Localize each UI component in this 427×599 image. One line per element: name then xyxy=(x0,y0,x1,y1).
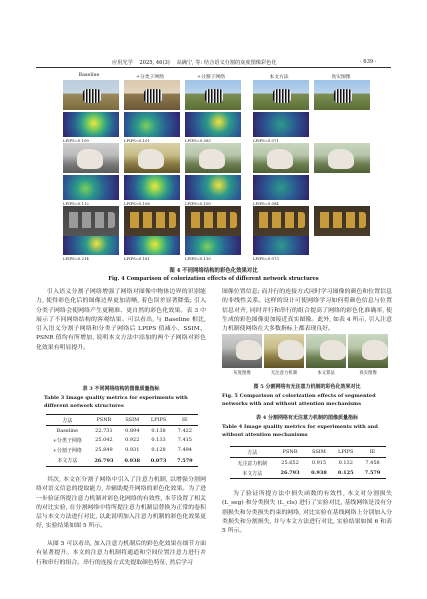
table4-cell: 无注意力机制 xyxy=(237,460,268,467)
fig4-heatmap xyxy=(185,236,241,255)
table4-cell: 0.132 xyxy=(338,460,353,467)
table3-cell: 22.731 xyxy=(95,427,113,434)
fig4-heatmap xyxy=(185,112,241,137)
table3-cell: 7.579 xyxy=(172,456,198,467)
fig4-lpips: LPIPS=0.181 xyxy=(124,256,150,261)
page-number: · 639 · xyxy=(360,59,377,65)
table3-caption-en: Table 3 Image quality metrics for experiments with different network structures xyxy=(44,395,188,409)
fig4-lpips: LPIPS=0.071 xyxy=(253,138,279,143)
table4-cell: 7.458 xyxy=(365,460,380,467)
running-title: 高确宁, 等: 结合语义分割的灰度图像彩色化 xyxy=(176,60,277,66)
table3-header: SSIM xyxy=(119,415,145,426)
table4-caption-en: Table 4 Image quality metrics for experiments with and without attention mechanisms xyxy=(222,424,378,438)
fig4-jars-cls xyxy=(124,206,180,236)
fig5-label: 灰度图像 xyxy=(233,371,251,376)
figure-5 xyxy=(222,334,390,378)
table3-cell: 25.042 xyxy=(95,437,113,444)
journal-header xyxy=(112,59,277,66)
fig4-lpips: LPIPS=0.084 xyxy=(253,201,279,206)
left-para-1 xyxy=(36,288,206,353)
left-para-2-text: 其次, 本文在分割子网络中引入了注意力机制, 以增强分割网络对语义信息的提取能力, 并辅助提升网络的彩色化效果。为了进一步验证所提注意力机制对彩色化网络的有效性, 本节设置了相关的对比实验, 在分割网络中将所提注意力机制层替换为正常的卷积层与本文方法进行对比, 以此说明加入注意力机制的彩色化效果更好, 实验结果如图 5 所示。 xyxy=(36,477,206,530)
table4-cell: 0.915 xyxy=(311,460,327,467)
table4-cell: 0.938 xyxy=(306,468,333,479)
fig4-lpips: LPIPS=0.214 xyxy=(63,256,89,261)
table-row xyxy=(46,445,198,455)
table3-cell: +分割子网络 xyxy=(52,447,82,454)
table3-cell: 0.133 xyxy=(151,437,166,444)
fig4-heatmap xyxy=(124,112,180,137)
table3-cell: 0.931 xyxy=(125,447,140,454)
table3-header: IE xyxy=(172,415,198,426)
fig5-caption-en: Fig. 5 Comparison of colorization effects of segmented networks with and without attention mechanisms xyxy=(222,393,376,407)
right-para-2-text: 为了验证所提方法中损失函数的有效性, 本文对分割损失 (L_seg) 和分类损失 (L_cls) 进行了实验对比, 基线网络是没有分割损失和分类损失约束的网络, 对比实验在基线网络上分别加入分类损失和分割损失, 并与本文方法进行对比, 实验结果如图 6 和表 5 所示。 xyxy=(222,491,392,535)
fig4-horse-gt xyxy=(314,143,370,173)
fig5-gray xyxy=(222,334,262,368)
table3-cell: 7.494 xyxy=(177,447,192,454)
table-row xyxy=(46,456,198,467)
fig4-zebra-seg xyxy=(185,80,241,110)
fig4-heatmap xyxy=(124,236,180,255)
table-row xyxy=(46,426,198,436)
table3-cell: 26.793 xyxy=(89,456,119,467)
fig4-jars-baseline xyxy=(63,206,119,236)
table3-cell: 0.894 xyxy=(125,427,140,434)
header-rule xyxy=(36,67,391,68)
table3-cell: 本文方法 xyxy=(46,456,89,467)
fig4-lpips: LPIPS=0.073 xyxy=(253,256,279,261)
fig4-lpips: LPIPS=0.101 xyxy=(124,138,150,143)
table4-cell: 本文方法 xyxy=(230,468,275,479)
table3-cell: 0.138 xyxy=(151,427,166,434)
left-para-3 xyxy=(36,540,206,568)
fig5-ours xyxy=(306,334,346,368)
fig5-gt xyxy=(348,334,388,368)
right-para-1-text: 图像位置信息; 而并行的连接方式同时学习图像的颜色和位置信息的非线性关系。这样的设计可使网络学习如何将颜色信息与位置信息对齐, 同时并行和串行的组合提高了网络的彩色化准确率, 使生成的彩色图像更加接近真实图像。此外, 如表 4 所示, 引入注意力机制使网络在大多数指标上都表现良好。 xyxy=(222,289,392,333)
fig4-zebra-gt xyxy=(314,80,370,110)
fig4-heatmap xyxy=(124,175,180,200)
fig4-heatmap xyxy=(63,175,119,200)
table3 xyxy=(46,414,198,467)
fig4-zebra-ours xyxy=(253,80,309,110)
fig4-jars-gt xyxy=(314,206,370,236)
fig4-col-cls: +分类子网络 xyxy=(135,75,164,80)
fig4-horse-ours xyxy=(253,143,309,173)
fig5-caption-cn: 图 5 分割网络有无注意力机制的彩色化效果对比 xyxy=(253,384,361,390)
table4-cell: 0.125 xyxy=(332,468,359,479)
fig4-lpips: LPIPS=0.109 xyxy=(63,138,89,143)
table-row xyxy=(46,435,198,445)
table-row xyxy=(230,458,386,469)
fig4-heatmap xyxy=(253,236,309,255)
fig4-caption-en: Fig. 4 Comparison of colorization effects of different network structures xyxy=(108,276,319,282)
fig4-col-baseline: Baseline xyxy=(78,73,100,78)
right-para-1 xyxy=(222,288,392,334)
fig4-col-ours: 本文方法 xyxy=(269,75,289,80)
table3-cell: 0.922 xyxy=(125,437,140,444)
table3-cell: 25.849 xyxy=(95,447,113,454)
left-para-3-text: 从图 5 可以看出, 加入注意力机制后的彩色化效果在细节方面有显著提升。本文的注意力机制将通道和空间位置注意力进行并行和串行的组合。串行的连接方式先提取颜色特征, 然后学习 xyxy=(36,541,206,566)
fig4-horse-cls xyxy=(124,143,180,173)
table4-cell: 7.579 xyxy=(359,468,386,479)
fig4-col-gt: 真实图像 xyxy=(331,75,351,80)
table4 xyxy=(230,446,386,479)
table3-caption-cn: 表 3 不同网络结构的图像质量指标 xyxy=(82,386,160,392)
fig4-zebra-baseline xyxy=(63,80,119,110)
fig4-horse-seg xyxy=(185,143,241,173)
fig4-col-seg: +分割子网络 xyxy=(196,75,225,80)
table3-cell: 0.128 xyxy=(151,447,166,454)
fig4-heatmap xyxy=(63,236,119,255)
table3-cell: 0.073 xyxy=(145,456,171,467)
table3-header: 方法 xyxy=(46,415,89,426)
table4-header: IE xyxy=(359,447,386,458)
fig5-label: 真实图像 xyxy=(359,371,377,376)
fig5-no-attention xyxy=(264,334,304,368)
fig4-jars-seg xyxy=(185,206,241,236)
table4-header: SSIM xyxy=(306,447,333,458)
fig4-heatmap xyxy=(63,112,119,137)
table4-cell: 25.652 xyxy=(281,460,299,467)
right-para-2 xyxy=(222,490,392,536)
fig4-zebra-cls xyxy=(124,80,180,110)
table3-header: PSNR xyxy=(89,415,119,426)
table3-header: LPIPS xyxy=(145,415,171,426)
fig4-lpips: LPIPS=0.112 xyxy=(63,201,89,206)
table3-cell: Baseline xyxy=(56,427,79,434)
table3-cell: +分类子网络 xyxy=(52,437,82,444)
table4-header: 方法 xyxy=(230,447,275,458)
fig4-heatmap xyxy=(253,175,309,200)
fig4-jars-ours xyxy=(253,206,309,236)
table4-caption-cn: 表 4 分割网络有无注意力机制的图像质量指标 xyxy=(256,415,358,421)
table3-cell: 0.938 xyxy=(119,456,145,467)
fig4-heatmap xyxy=(185,175,241,200)
fig5-label: 本文算法 xyxy=(317,371,335,376)
fig4-lpips: LPIPS=0.106 xyxy=(124,201,150,206)
fig4-heatmap xyxy=(253,112,309,137)
fig4-lpips: LPIPS=0.100 xyxy=(185,201,211,206)
fig4-lpips: LPIPS=0.083 xyxy=(185,138,211,143)
table3-cell: 7.422 xyxy=(177,427,192,434)
left-para-1-text: 引入语义分割子网络增强了网络对图像中物体边界的识别能力, 使得彩色化后的图像边界更加清晰, 着色误差显著降低; 引入分类子网络会使网络产生更精准、更自然的彩色化效果。表 3 中展示了不同网络结构的客观结果。可以看出, 与 Baseline 相比, 引入语义分割子网络和分类子网络后 LPIPS 值减小、SSIM、PSNR 值均有所增加, 说明本文方法中添加的两个子网络对彩色化效果有明显提升。 xyxy=(36,289,206,351)
journal-name: 应用光学 xyxy=(112,60,133,66)
fig4-horse-baseline xyxy=(63,143,119,173)
left-para-2 xyxy=(36,476,206,532)
table4-header: LPIPS xyxy=(332,447,359,458)
journal-issue: 2025, 46(3) xyxy=(139,60,170,66)
table-row xyxy=(230,468,386,479)
fig5-label: 无注意力机制 xyxy=(270,371,298,376)
table4-header: PSNR xyxy=(275,447,306,458)
fig4-lpips: LPIPS=0.130 xyxy=(185,256,211,261)
fig4-caption-cn: 图 4 不同网络结构的彩色化效果对比 xyxy=(169,268,258,274)
table3-cell: 7.415 xyxy=(177,437,192,444)
table4-cell: 26.793 xyxy=(275,468,306,479)
